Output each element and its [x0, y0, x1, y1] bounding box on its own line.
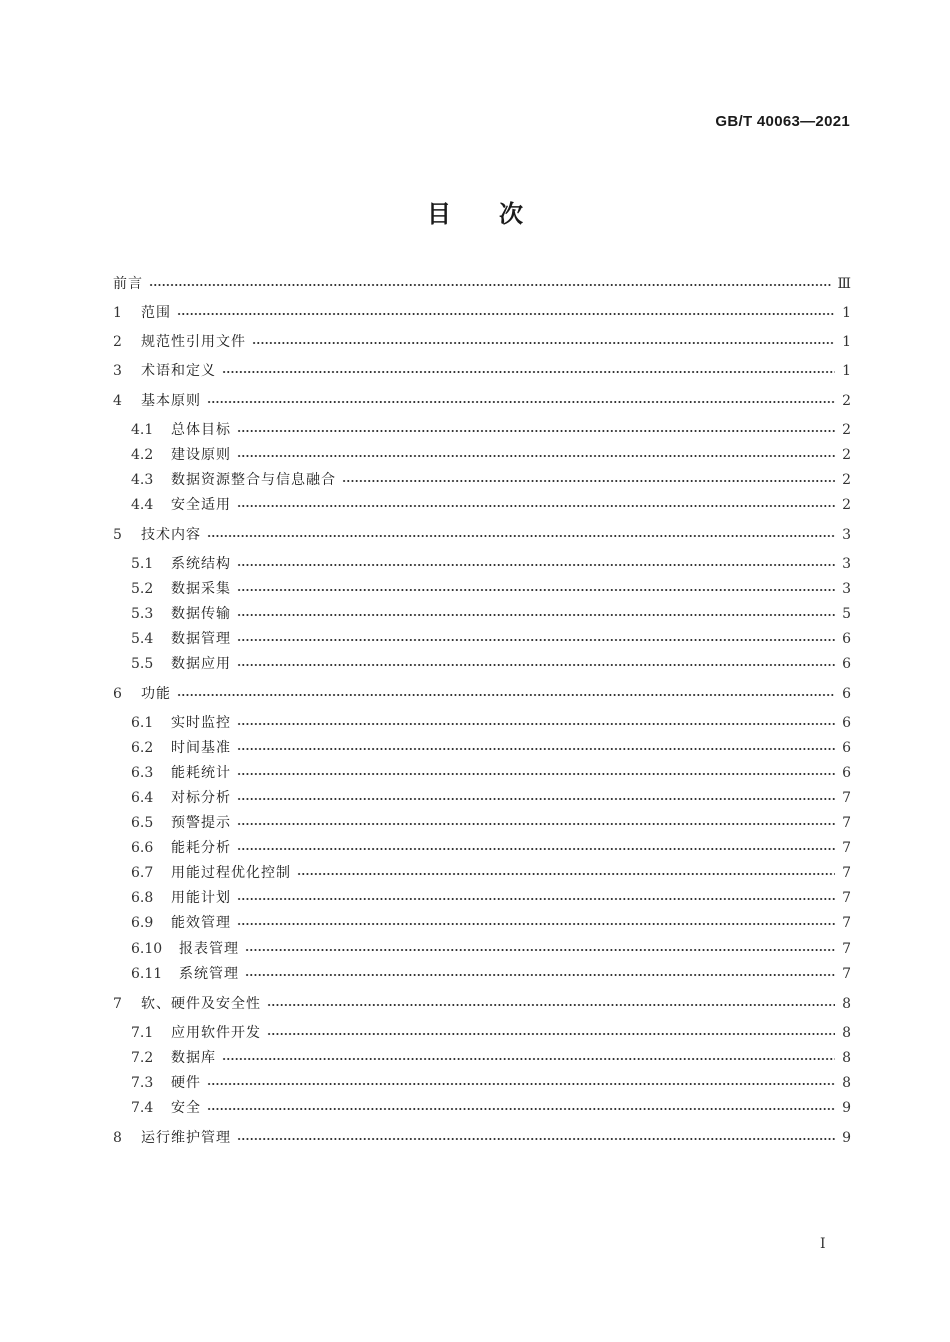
toc-entry-label: 预警提示: [171, 815, 231, 831]
toc-entry-page: 8: [842, 1075, 851, 1091]
toc-entry[interactable]: [131, 604, 851, 624]
toc-entry[interactable]: [131, 763, 851, 783]
toc-entry-page: 9: [842, 1100, 851, 1116]
toc-entry-number: 6: [113, 686, 122, 702]
toc-leader-dots: [237, 505, 835, 507]
toc-entry-page: 7: [842, 865, 851, 881]
toc-entry-label: 能效管理: [171, 915, 231, 931]
toc-leader-dots: [252, 342, 835, 344]
toc-entry[interactable]: [113, 525, 851, 545]
toc-entry-label: 总体目标: [171, 422, 231, 438]
toc-entry[interactable]: [131, 939, 851, 959]
toc-entry-label: 运行维护管理: [141, 1130, 231, 1146]
toc-leader-dots: [237, 923, 835, 925]
toc-entry-page: 2: [842, 447, 851, 463]
toc-entry-label: 数据资源整合与信息融合: [171, 472, 336, 488]
toc-entry-page: 6: [842, 656, 851, 672]
toc-entry[interactable]: [131, 629, 851, 649]
toc-entry-label: 前言: [113, 276, 143, 292]
toc-entry-number: 4.3: [131, 472, 154, 488]
toc-leader-dots: [222, 1058, 835, 1060]
toc-entry[interactable]: [131, 838, 851, 858]
toc-entry-label: 术语和定义: [141, 363, 216, 379]
toc-leader-dots: [237, 1138, 835, 1140]
toc-entry-page: 1: [842, 334, 851, 350]
toc-entry-page: 3: [842, 556, 851, 572]
toc-entry-number: 4: [113, 393, 122, 409]
toc-leader-dots: [207, 401, 835, 403]
toc-leader-dots: [237, 455, 835, 457]
toc-entry-number: 3: [113, 363, 122, 379]
toc-entry-page: 7: [842, 941, 851, 957]
toc-entry-label: 能耗分析: [171, 840, 231, 856]
toc-leader-dots: [237, 589, 835, 591]
toc-entry-page: 2: [842, 422, 851, 438]
toc-entry-number: 5: [113, 527, 122, 543]
toc-entry-label: 功能: [141, 686, 171, 702]
toc-entry-number: 6.2: [131, 740, 154, 756]
toc-entry[interactable]: [131, 495, 851, 515]
toc-leader-dots: [237, 823, 835, 825]
toc-entry-page: 5: [842, 606, 851, 622]
toc-entry[interactable]: [131, 1073, 851, 1093]
toc-entry-label: 基本原则: [141, 393, 201, 409]
toc-entry-page: 8: [842, 1050, 851, 1066]
toc-entry-number: 5.4: [131, 631, 154, 647]
toc-entry-number: 8: [113, 1130, 122, 1146]
toc-entry-number: 7.3: [131, 1075, 154, 1091]
toc-leader-dots: [207, 1083, 835, 1085]
toc-entry[interactable]: [131, 913, 851, 933]
toc-entry[interactable]: [113, 361, 851, 381]
toc-leader-dots: [237, 898, 835, 900]
toc-leader-dots: [342, 480, 835, 482]
toc-entry[interactable]: [131, 579, 851, 599]
toc-entry-page: 8: [842, 996, 851, 1012]
toc-entry-number: 6.3: [131, 765, 154, 781]
toc-entry-label: 安全适用: [171, 497, 231, 513]
toc-entry-number: 6.4: [131, 790, 154, 806]
toc-entry-page: 7: [842, 890, 851, 906]
toc-entry[interactable]: [131, 738, 851, 758]
toc-entry[interactable]: [131, 1023, 851, 1043]
toc-entry-number: 6.8: [131, 890, 154, 906]
toc-entry-label: 规范性引用文件: [141, 334, 246, 350]
toc-leader-dots: [207, 1108, 835, 1110]
toc-leader-dots: [237, 848, 835, 850]
toc-entry[interactable]: [131, 788, 851, 808]
toc-leader-dots: [245, 949, 835, 951]
toc-entry-number: 5.2: [131, 581, 154, 597]
toc-entry-label: 安全: [171, 1100, 201, 1116]
toc-title: 目次: [427, 200, 571, 228]
toc-leader-dots: [237, 430, 835, 432]
toc-entry-label: 技术内容: [141, 527, 201, 543]
toc-leader-dots: [237, 664, 835, 666]
toc-entry[interactable]: [131, 1048, 851, 1068]
standard-code: GB/T 40063—2021: [715, 113, 850, 130]
toc-entry-number: 6.7: [131, 865, 154, 881]
toc-entry-number: 6.9: [131, 915, 154, 931]
toc-entry[interactable]: [131, 888, 851, 908]
toc-entry-page: 6: [842, 631, 851, 647]
toc-entry-page: 9: [842, 1130, 851, 1146]
toc-leader-dots: [245, 974, 835, 976]
toc-leader-dots: [237, 639, 835, 641]
toc-entry-number: 4.2: [131, 447, 154, 463]
toc-entry-label: 对标分析: [171, 790, 231, 806]
toc-entry-page: 3: [842, 581, 851, 597]
toc-entry-page: 8: [842, 1025, 851, 1041]
toc-entry-label: 数据传输: [171, 606, 231, 622]
toc-entry-number: 7: [113, 996, 122, 1012]
toc-entry-label: 报表管理: [179, 941, 239, 957]
toc-entry-page: 6: [842, 686, 851, 702]
toc-entry-label: 时间基准: [171, 740, 231, 756]
toc-entry-label: 用能过程优化控制: [171, 865, 291, 881]
toc-entry-number: 1: [113, 305, 122, 321]
toc-leader-dots: [267, 1033, 835, 1035]
toc-leader-dots: [237, 564, 835, 566]
toc-leader-dots: [207, 535, 835, 537]
toc-entry-number: 5.1: [131, 556, 154, 572]
page-number: I: [820, 1236, 826, 1252]
toc-entry[interactable]: [131, 813, 851, 833]
toc-entry[interactable]: [113, 274, 851, 294]
toc-leader-dots: [297, 873, 835, 875]
toc-entry[interactable]: [113, 1128, 851, 1148]
toc-entry-page: 3: [842, 527, 851, 543]
toc-entry[interactable]: [113, 391, 851, 411]
toc-entry[interactable]: [131, 554, 851, 574]
toc-entry-label: 硬件: [171, 1075, 201, 1091]
toc-entry[interactable]: [113, 684, 851, 704]
toc-entry[interactable]: [131, 445, 851, 465]
toc-entry-label: 数据管理: [171, 631, 231, 647]
toc-entry-number: 5.5: [131, 656, 154, 672]
toc-entry-label: 系统管理: [179, 966, 239, 982]
toc-entry-label: 软、硬件及安全性: [141, 996, 261, 1012]
toc-entry-page: 7: [842, 915, 851, 931]
toc-entry[interactable]: [131, 420, 851, 440]
toc-entry-number: 4.4: [131, 497, 154, 513]
toc-entry[interactable]: [131, 713, 851, 733]
toc-entry-number: 7.1: [131, 1025, 154, 1041]
toc-entry[interactable]: [131, 1098, 851, 1118]
toc-leader-dots: [237, 773, 835, 775]
toc-entry-page: 2: [842, 472, 851, 488]
toc-entry[interactable]: [113, 303, 851, 323]
toc-entry-page: 2: [842, 393, 851, 409]
toc-entry-label: 应用软件开发: [171, 1025, 261, 1041]
toc-entry-label: 数据应用: [171, 656, 231, 672]
toc-leader-dots: [237, 748, 835, 750]
toc-entry-number: 6.6: [131, 840, 154, 856]
toc-entry-page: 7: [842, 790, 851, 806]
toc-entry[interactable]: [113, 994, 851, 1014]
toc-entry-label: 能耗统计: [171, 765, 231, 781]
toc-entry-page: 6: [842, 715, 851, 731]
toc-entry-page: 7: [842, 815, 851, 831]
toc-entry-number: 7.4: [131, 1100, 154, 1116]
toc-entry-label: 数据库: [171, 1050, 216, 1066]
toc-leader-dots: [222, 371, 835, 373]
toc-leader-dots: [177, 313, 835, 315]
toc-entry-page: 7: [842, 966, 851, 982]
toc-entry[interactable]: [131, 470, 851, 490]
toc-entry-number: 2: [113, 334, 122, 350]
toc-entry-label: 范围: [141, 305, 171, 321]
toc-entry-label: 用能计划: [171, 890, 231, 906]
toc-entry-label: 建设原则: [171, 447, 231, 463]
toc-entry-page: 1: [842, 363, 851, 379]
toc-entry-number: 4.1: [131, 422, 154, 438]
toc-leader-dots: [237, 614, 835, 616]
toc-entry-number: 7.2: [131, 1050, 154, 1066]
toc-leader-dots: [267, 1004, 835, 1006]
toc-entry-number: 6.10: [131, 941, 163, 957]
toc-entry-number: 5.3: [131, 606, 154, 622]
toc-entry-page: 1: [842, 305, 851, 321]
toc-entry-page: 2: [842, 497, 851, 513]
toc-entry-number: 6.5: [131, 815, 154, 831]
toc-entry-page: 6: [842, 740, 851, 756]
toc-entry-number: 6.11: [131, 966, 163, 982]
toc-entry-label: 数据采集: [171, 581, 231, 597]
toc-leader-dots: [237, 798, 835, 800]
toc-leader-dots: [149, 284, 831, 286]
toc-entry[interactable]: [131, 964, 851, 984]
toc-entry-page: 7: [842, 840, 851, 856]
toc-leader-dots: [177, 694, 835, 696]
toc-entry-page: 6: [842, 765, 851, 781]
toc-entry-number: 6.1: [131, 715, 154, 731]
toc-leader-dots: [237, 723, 835, 725]
toc-entry-label: 实时监控: [171, 715, 231, 731]
toc-entry-page: Ⅲ: [837, 276, 851, 292]
toc-entry[interactable]: [131, 654, 851, 674]
toc-entry[interactable]: [131, 863, 851, 883]
toc-entry[interactable]: [113, 332, 851, 352]
toc-entry-label: 系统结构: [171, 556, 231, 572]
